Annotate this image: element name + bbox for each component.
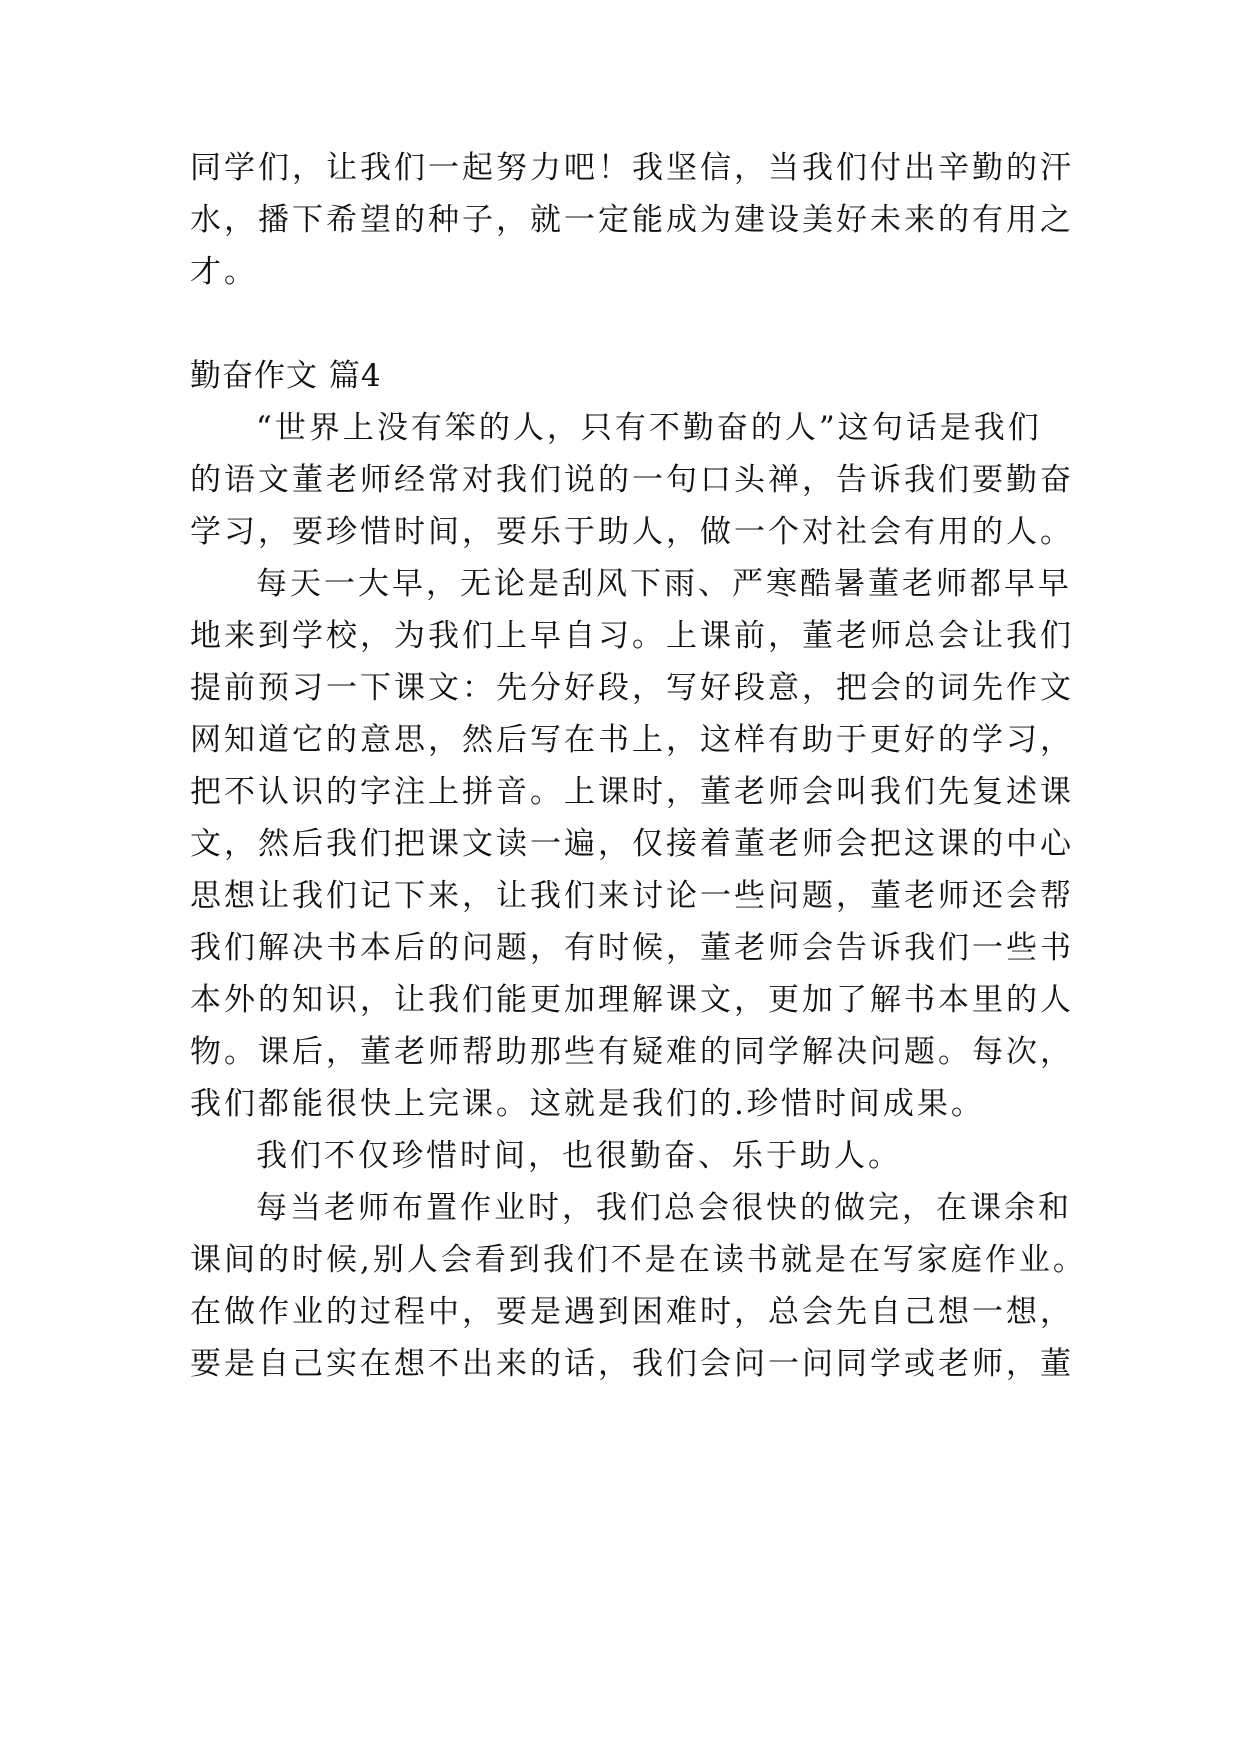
paragraph-line: 把不认识的字注上拼音。上课时，董老师会叫我们先复述课	[190, 774, 1074, 810]
paragraph-line: 的语文董老师经常对我们说的一句口头禅，告诉我们要勤奋	[190, 462, 1074, 498]
paragraph-line: 要是自己实在想不出来的话，我们会问一问同学或老师，董	[190, 1346, 1074, 1382]
paragraph-line: 提前预习一下课文：先分好段，写好段意，把会的词先作文	[190, 670, 1074, 706]
paragraph-line: 本外的知识，让我们能更加理解课文，更加了解书本里的人	[190, 982, 1074, 1018]
paragraph-line: “世界上没有笨的人，只有不勤奋的人”这句话是我们	[256, 410, 1042, 446]
paragraph-line: 课间的时候,别人会看到我们不是在读书就是在写家庭作业。	[190, 1242, 1087, 1278]
paragraph-line: 物。课后，董老师帮助那些有疑难的同学解决问题。每次，	[190, 1034, 1074, 1070]
paragraph-line: 我们解决书本后的问题，有时候，董老师会告诉我们一些书	[190, 930, 1074, 966]
section-heading: 勤奋作文 篇4	[190, 358, 382, 394]
paragraph-line: 我们都能很快上完课。这就是我们的.珍惜时间成果。	[190, 1086, 985, 1122]
paragraph-line: 每当老师布置作业时，我们总会很快的做完，在课余和	[256, 1190, 1072, 1226]
paragraph-line: 文，然后我们把课文读一遍，仅接着董老师会把这课的中心	[190, 826, 1074, 862]
paragraph-line: 思想让我们记下来，让我们来讨论一些问题，董老师还会帮	[190, 878, 1074, 914]
intro-line: 同学们，让我们一起努力吧！我坚信，当我们付出辛勤的汗	[190, 150, 1074, 186]
paragraph-line: 地来到学校，为我们上早自习。上课前，董老师总会让我们	[190, 618, 1074, 654]
paragraph-line: 学习，要珍惜时间，要乐于助人，做一个对社会有用的人。	[190, 514, 1074, 550]
paragraph-line: 在做作业的过程中，要是遇到困难时，总会先自己想一想，	[190, 1294, 1074, 1330]
intro-line: 才。	[190, 254, 258, 290]
paragraph-line: 每天一大早，无论是刮风下雨、严寒酷暑董老师都早早	[256, 566, 1072, 602]
paragraph-line: 网知道它的意思，然后写在书上，这样有助于更好的学习，	[190, 722, 1074, 758]
paragraph-line: 我们不仅珍惜时间，也很勤奋、乐于助人。	[256, 1138, 902, 1174]
intro-line: 水，播下希望的种子，就一定能成为建设美好未来的有用之	[190, 202, 1074, 238]
